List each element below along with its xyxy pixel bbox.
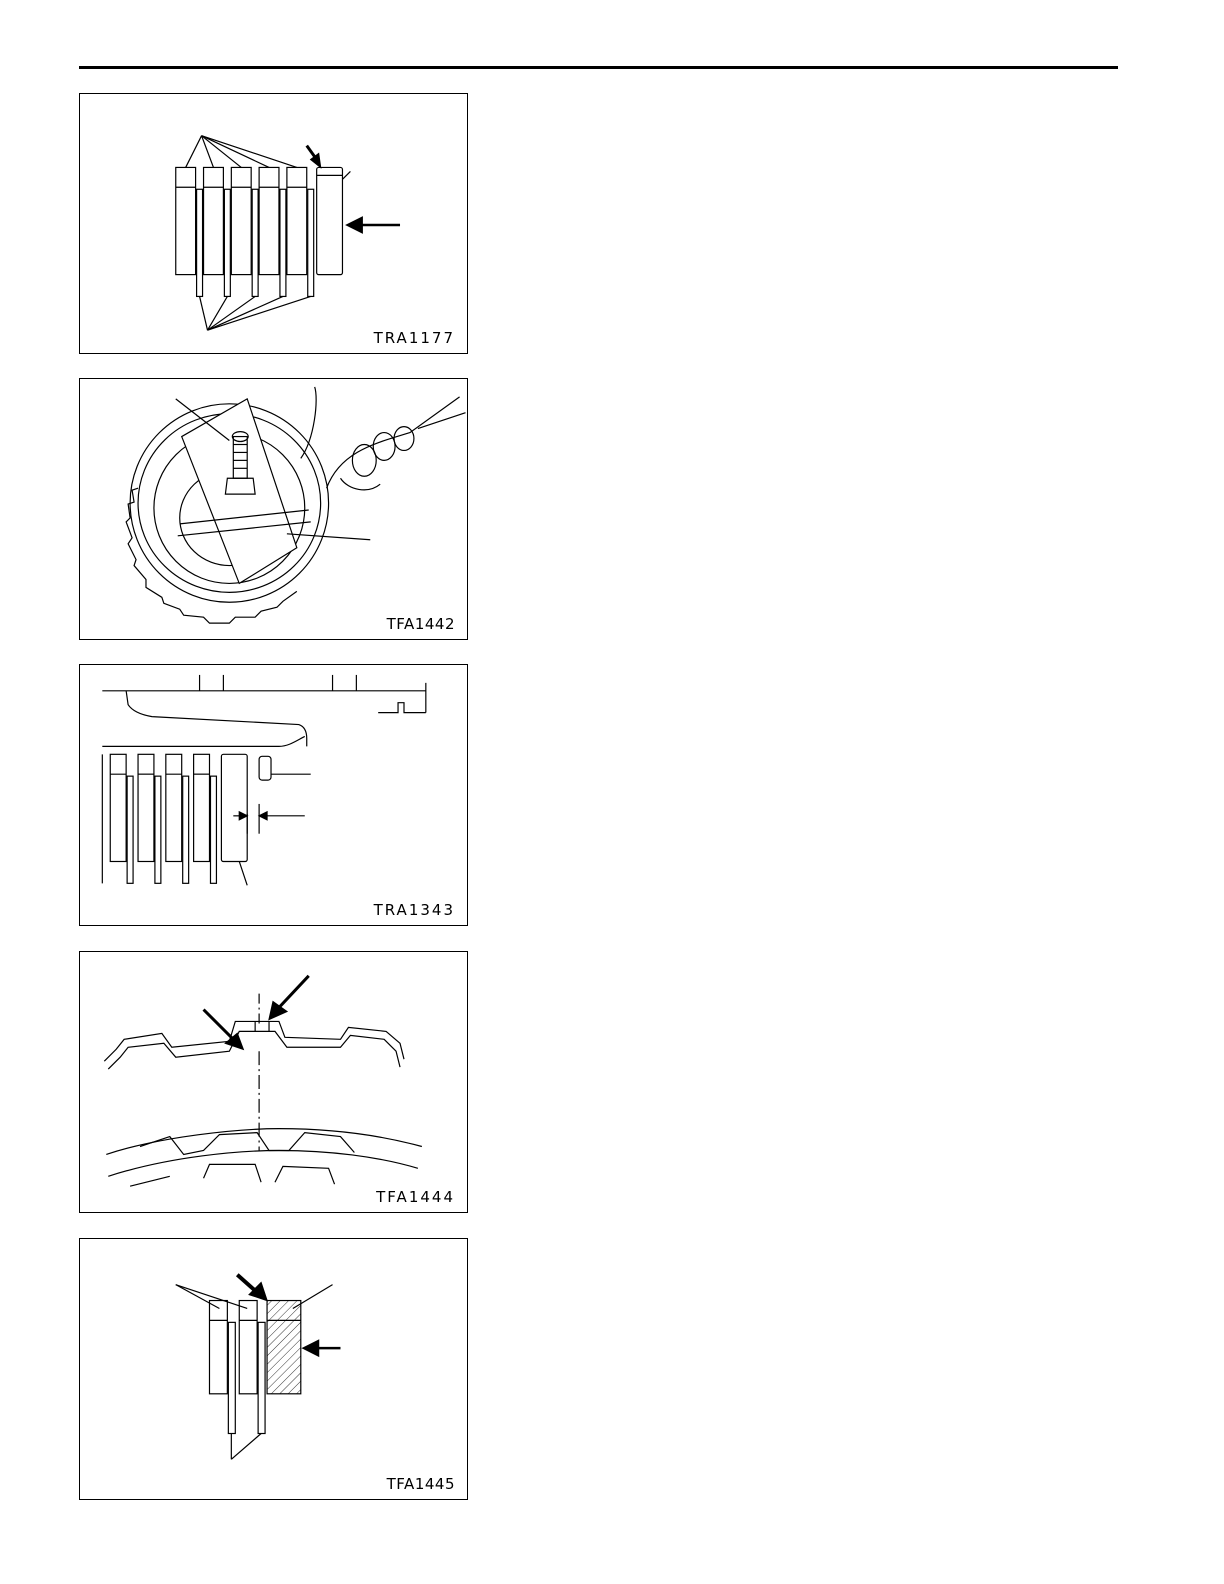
figure-retaining-plate-stack [79, 1238, 468, 1500]
figure-code: TRA1177 [373, 329, 455, 347]
header-rule [79, 66, 1118, 69]
clutch-pack-illustration [80, 94, 467, 353]
retaining-plate-illustration [80, 1239, 467, 1499]
figure-code: TFA1442 [386, 615, 455, 633]
figure-clearance-measurement [79, 664, 468, 926]
figure-clutch-pack-stack [79, 93, 468, 354]
figure-code: TFA1445 [386, 1475, 455, 1493]
figure-spring-compressor [79, 378, 468, 640]
figure-code: TFA1444 [376, 1188, 455, 1206]
clearance-measurement-illustration [80, 665, 467, 925]
spring-compressor-illustration [80, 379, 467, 639]
figure-plate-alignment [79, 951, 468, 1213]
plate-alignment-illustration [80, 952, 467, 1212]
figure-code: TRA1343 [373, 901, 455, 919]
